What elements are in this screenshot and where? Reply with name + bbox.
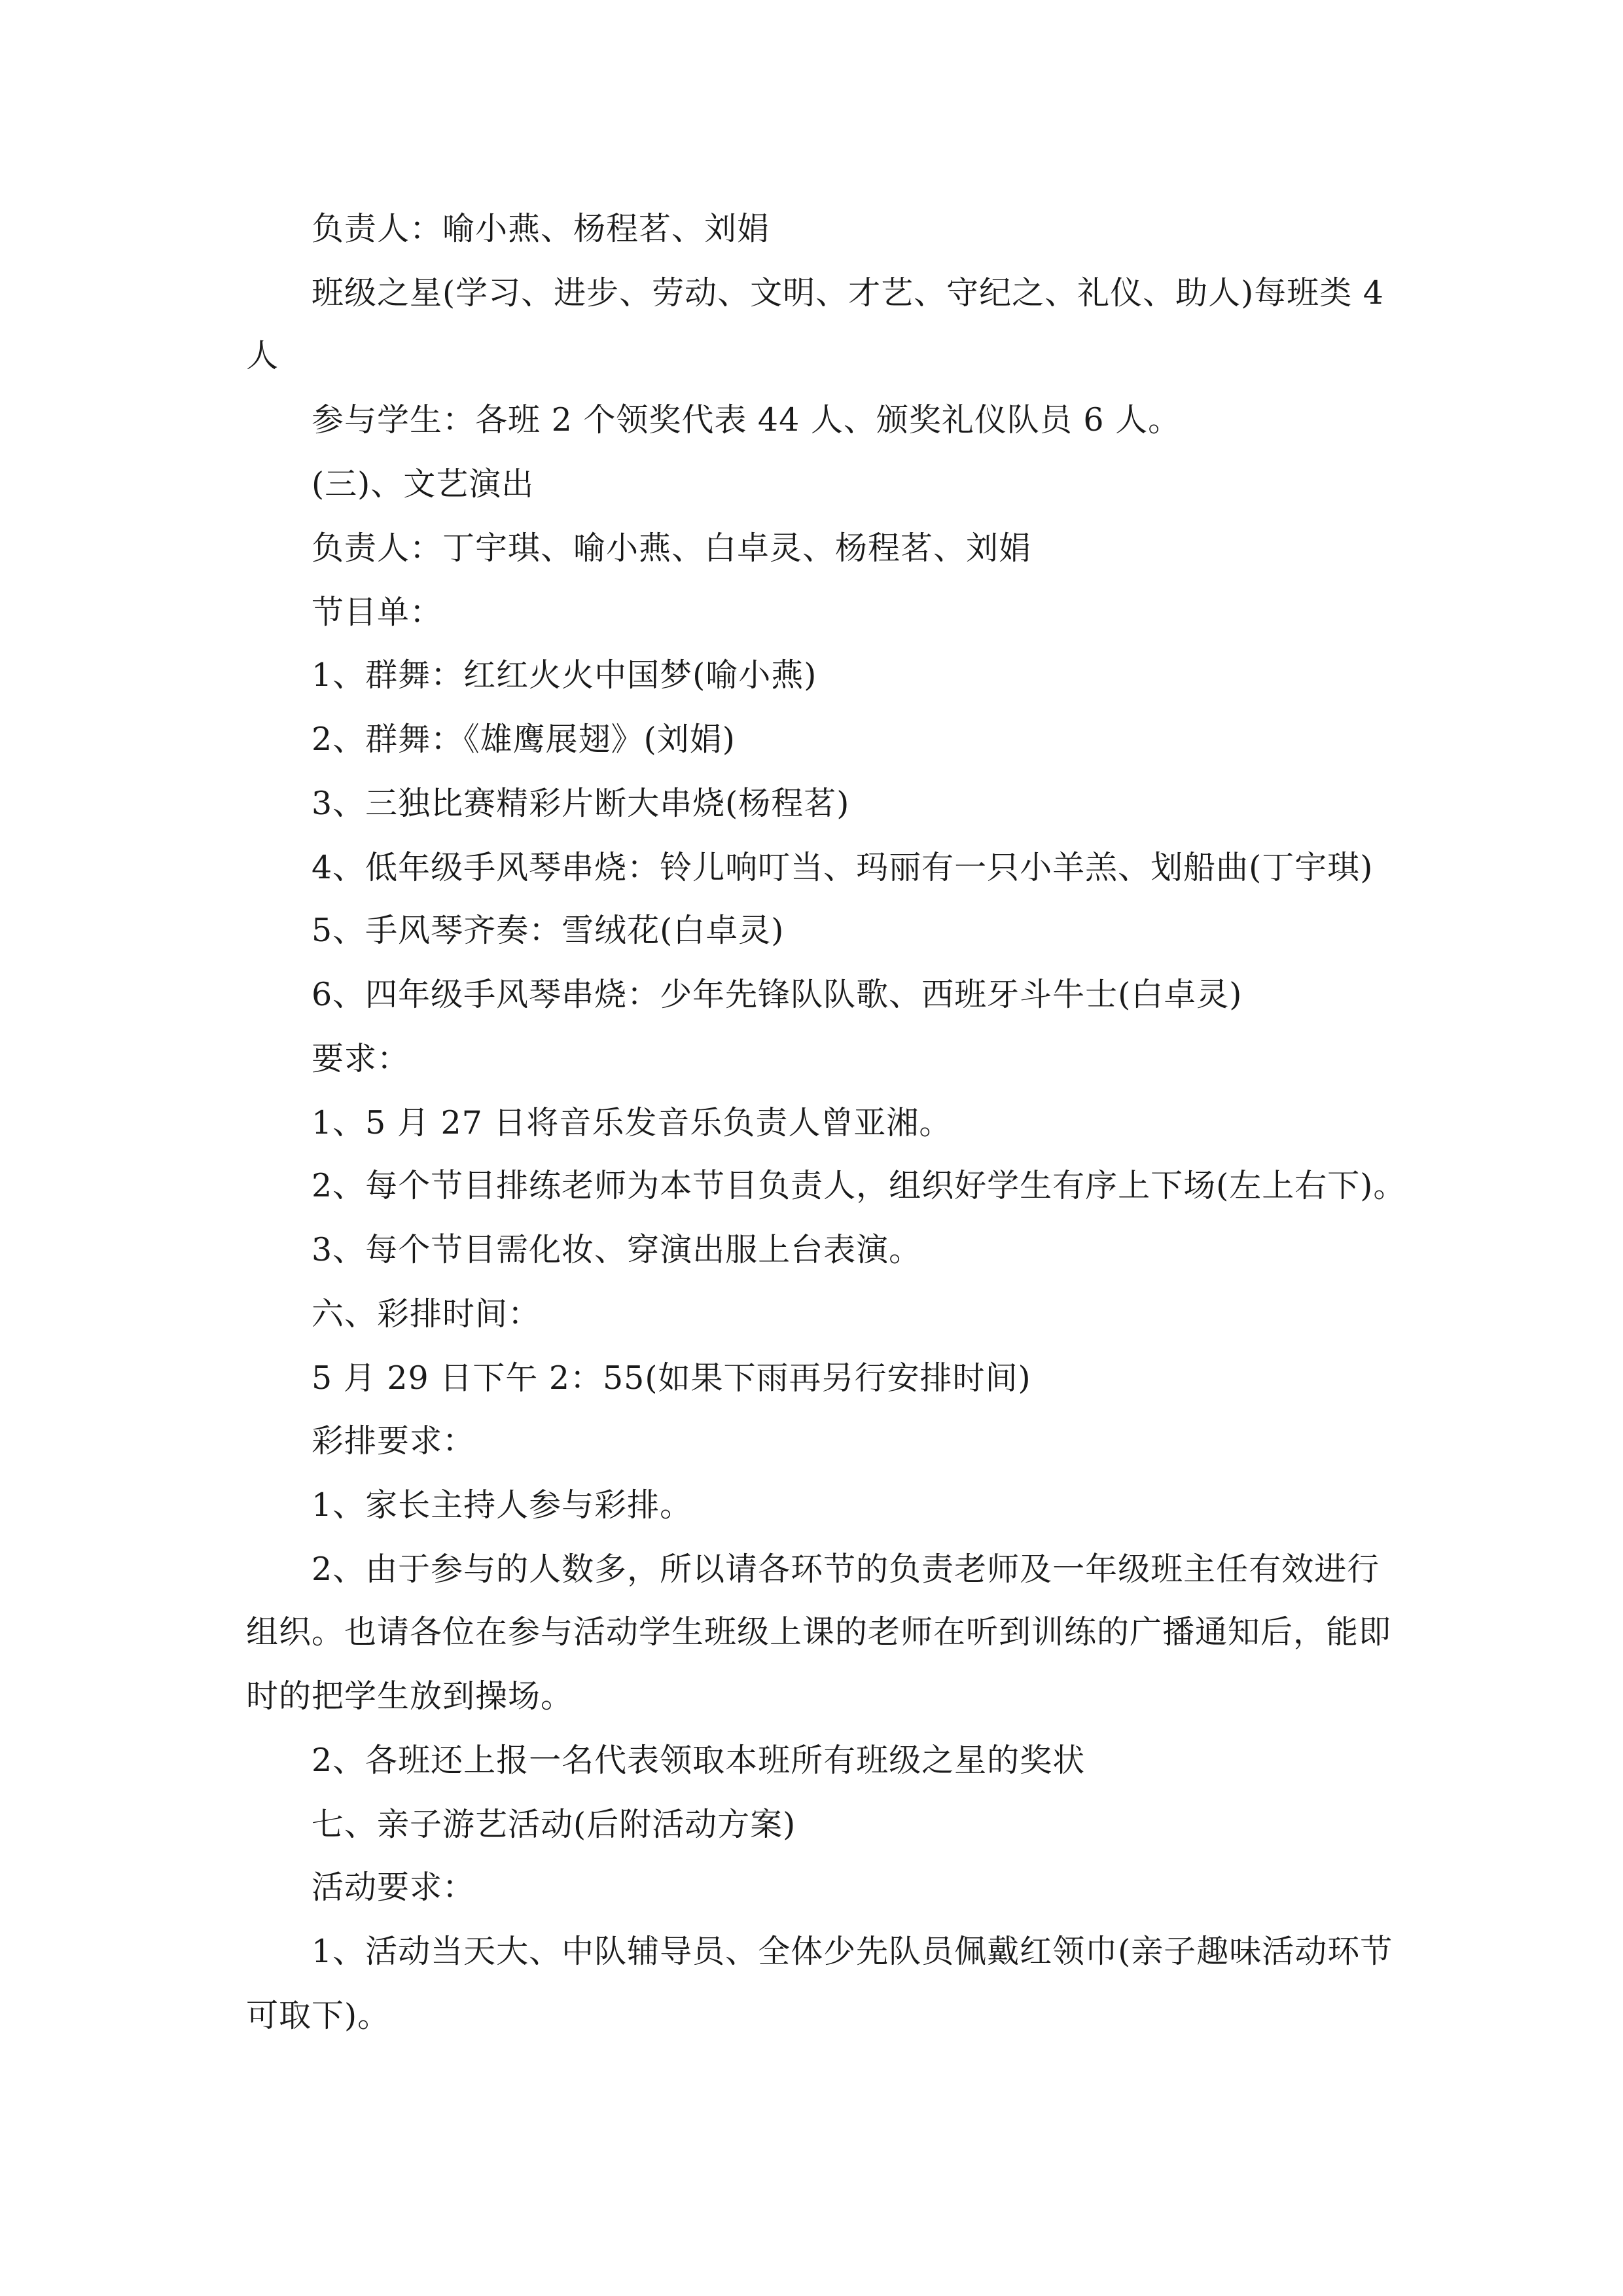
section-heading: (三)、文艺演出 (312, 465, 535, 503)
text-line: 参与学生：各班 2 个领奖代表 44 人、颁奖礼仪队员 6 人。 (312, 401, 1181, 439)
section-heading: 六、彩排时间： (312, 1295, 541, 1333)
text-line: 班级之星(学习、进步、劳动、文明、才艺、守纪之、礼仪、助人)每班类 4 (312, 274, 1384, 312)
text-line: 负责人：喻小燕、杨程茗、刘娟 (312, 210, 770, 247)
text-line: 要求： (312, 1040, 410, 1077)
text-line: 负责人：丁宇琪、喻小燕、白卓灵、杨程茗、刘娟 (312, 529, 1032, 567)
requirement-item: 1、家长主持人参与彩排。 (312, 1486, 693, 1524)
text-line: 彩排要求： (312, 1422, 476, 1460)
text-line: 5 月 29 日下午 2：55(如果下雨再另行安排时间) (312, 1359, 1031, 1397)
requirement-item: 2、由于参与的人数多，所以请各环节的负责老师及一年级班主任有效进行 (312, 1551, 1380, 1588)
program-item: 6、四年级手风琴串烧：少年先锋队队歌、西班牙斗牛士(白卓灵) (312, 976, 1243, 1013)
text-line: 时的把学生放到操场。 (246, 1677, 574, 1715)
program-item: 2、群舞：《雄鹰展翅》(刘娟) (312, 721, 736, 758)
text-line: 人 (246, 337, 279, 374)
program-item: 4、低年级手风琴串烧：铃儿响叮当、玛丽有一只小羊羔、划船曲(丁宇琪) (312, 849, 1374, 886)
text-line: 可取下)。 (246, 1997, 391, 2034)
program-item: 1、群舞：红红火火中国梦(喻小燕) (312, 656, 817, 694)
requirement-item: 3、每个节目需化妆、穿演出服上台表演。 (312, 1231, 922, 1268)
requirement-item: 1、活动当天大、中队辅导员、全体少先队员佩戴红领巾(亲子趣味活动环节 (312, 1933, 1393, 1970)
requirement-item: 2、每个节目排练老师为本节目负责人，组织好学生有序上下场(左上右下)。 (312, 1167, 1406, 1204)
program-item: 3、三独比赛精彩片断大串烧(杨程茗) (312, 785, 850, 822)
text-line: 组织。也请各位在参与活动学生班级上课的老师在听到训练的广播通知后，能即 (246, 1613, 1392, 1651)
text-line: 节目单： (312, 594, 443, 631)
program-item: 5、手风琴齐奏：雪绒花(白卓灵) (312, 912, 785, 949)
text-line: 活动要求： (312, 1869, 476, 1906)
section-heading: 七、亲子游艺活动(后附活动方案) (312, 1806, 796, 1843)
requirement-item: 1、5 月 27 日将音乐发音乐负责人曾亚湘。 (312, 1104, 952, 1141)
requirement-item: 2、各班还上报一名代表领取本班所有班级之星的奖状 (312, 1742, 1086, 1779)
